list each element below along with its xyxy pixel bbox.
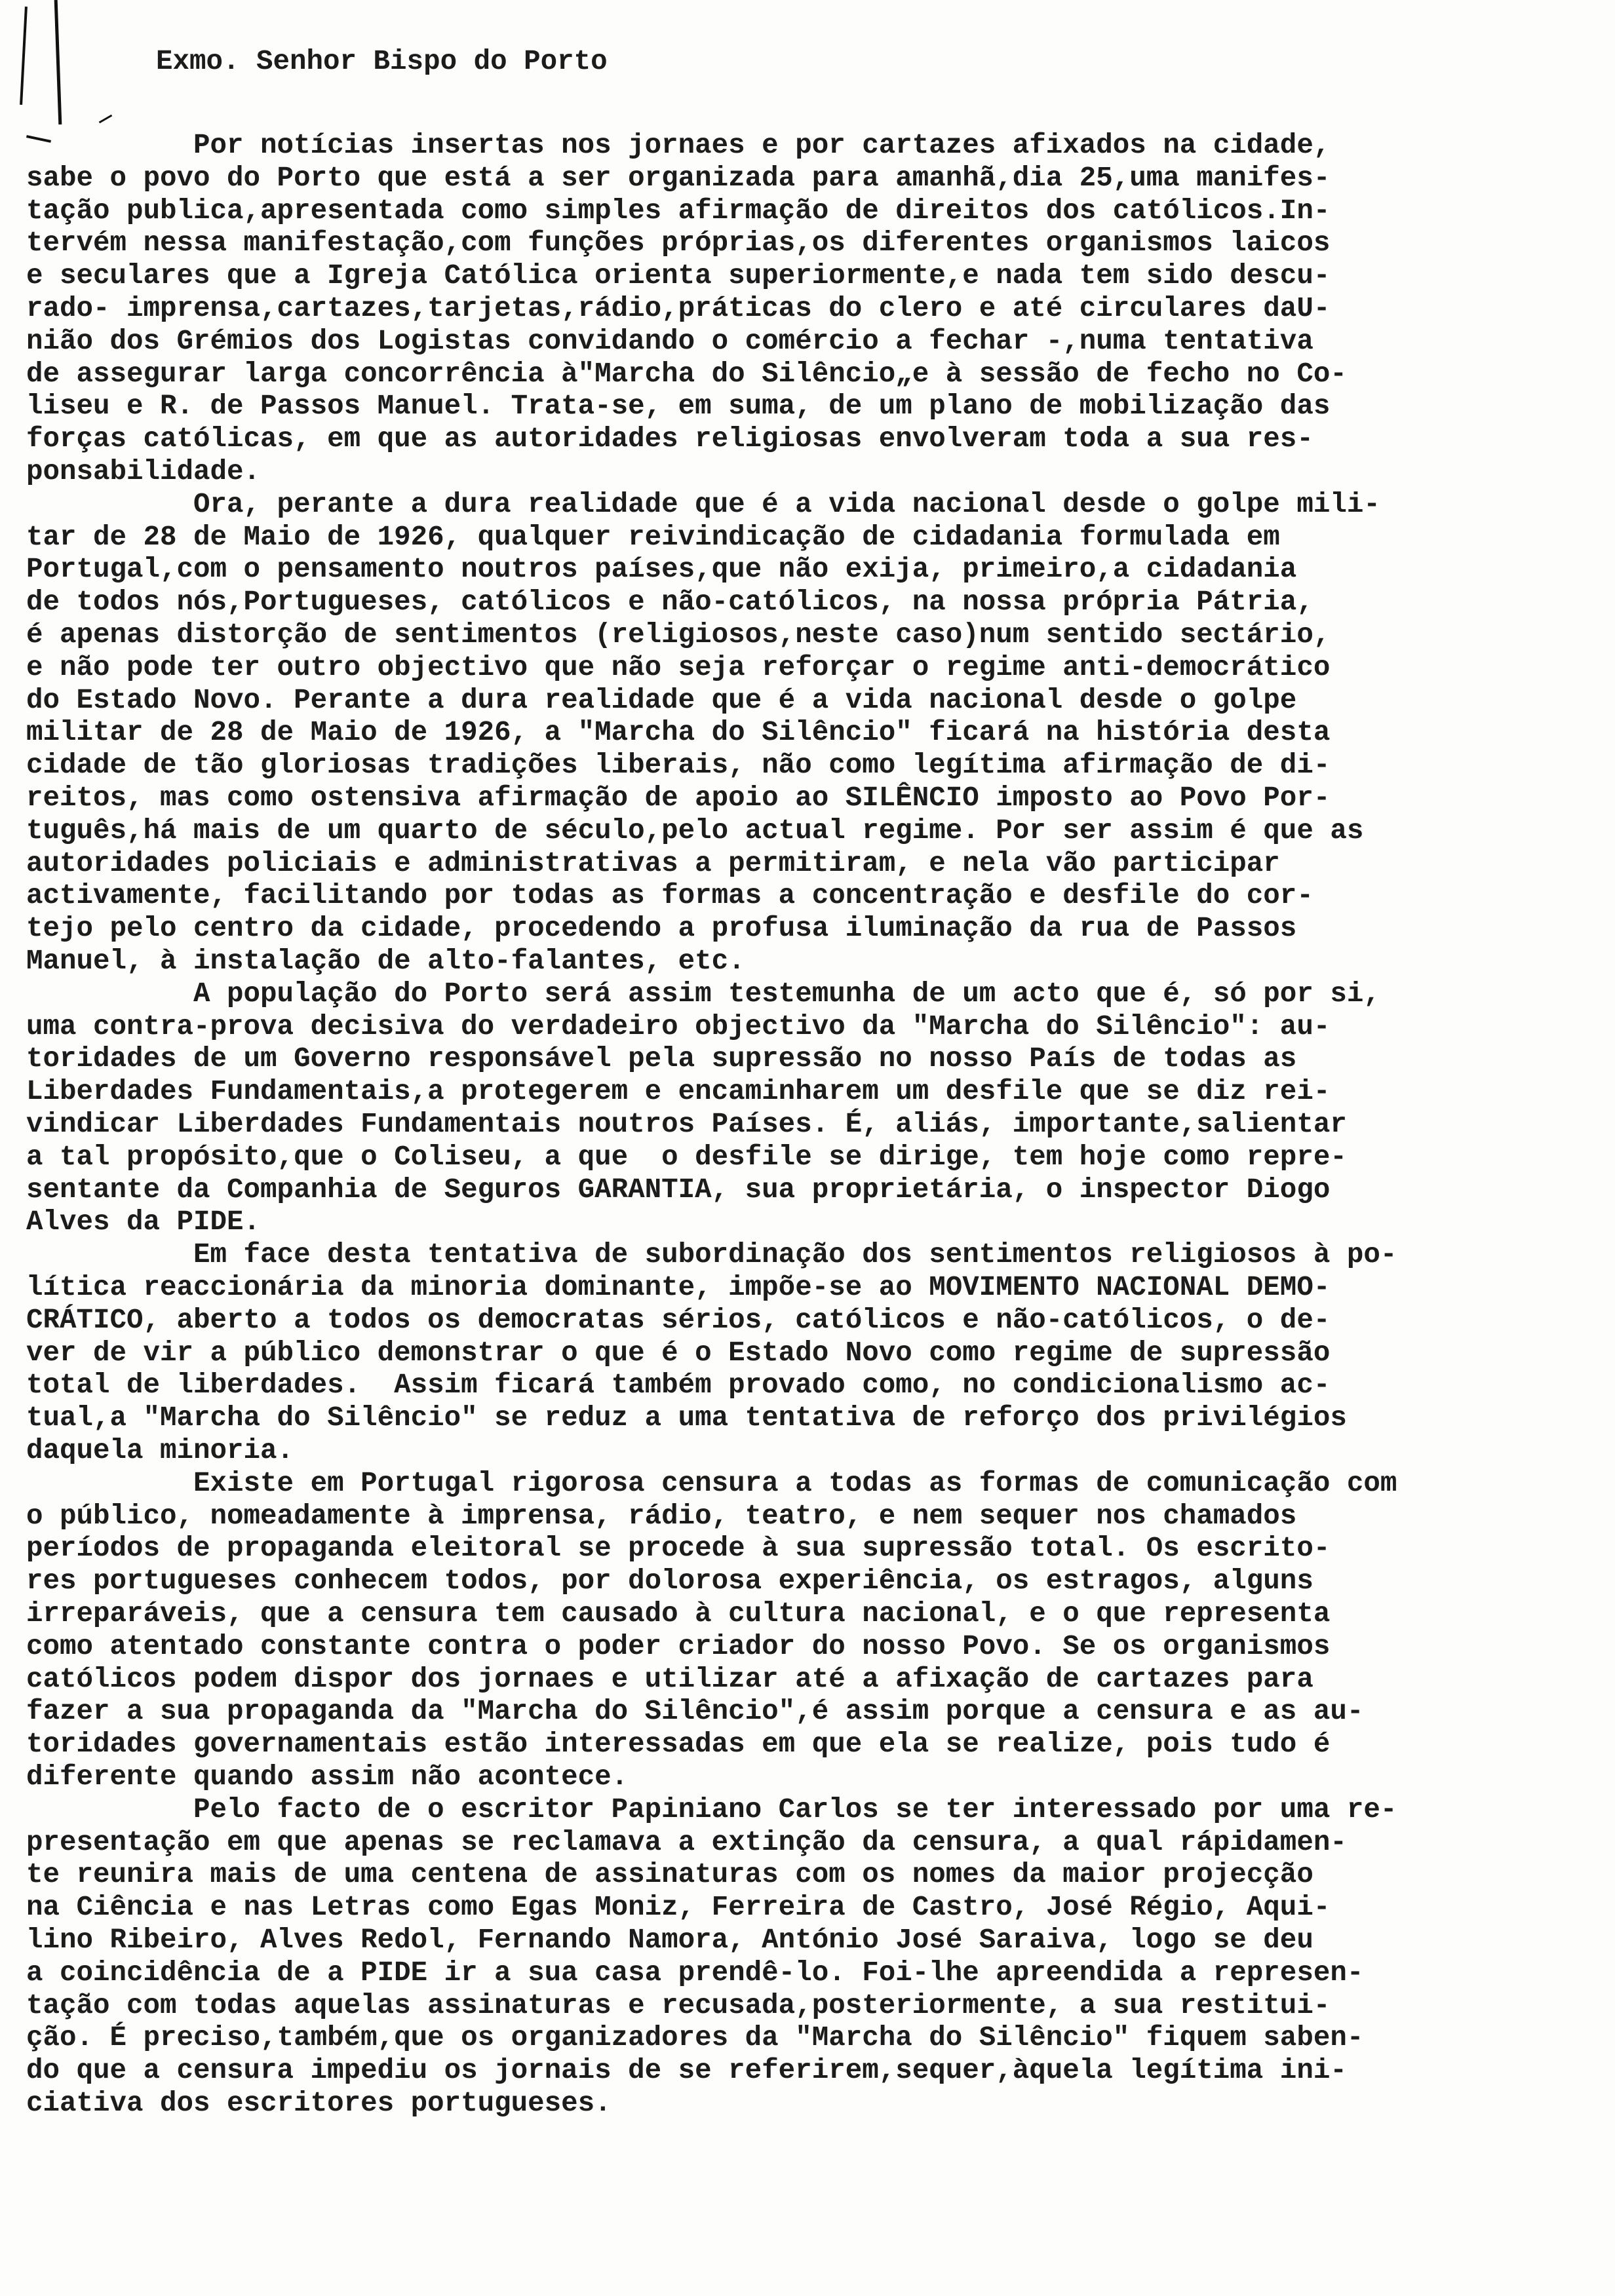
text-line: activamente, facilitando por todas as formas a concentração e desfile do cor-: [26, 880, 1313, 912]
text-line: A população do Porto será assim testemunha de um acto que é, só por si,: [26, 978, 1380, 1010]
paragraph: [26, 489, 1599, 978]
text-line: sabe o povo do Porto que está a ser organizada para amanhã,dia 25,uma manifes-: [26, 162, 1331, 194]
text-line: toridades de um Governo responsável pela supressão no nosso País de todas as: [26, 1043, 1297, 1075]
text-line: irreparáveis, que a censura tem causado à cultura nacional, e o que representa: [26, 1598, 1331, 1630]
text-line: e seculares que a Igreja Católica orienta superiormente,e nada tem sido descu-: [26, 260, 1331, 292]
text-line: nião dos Grémios dos Logistas convidando o comércio a fechar -,numa tentativa: [26, 325, 1313, 357]
text-line: ponsabilidade.: [26, 455, 261, 488]
text-line: o público, nomeadamente à imprensa, rádio, teatro, e nem sequer nos chamados: [26, 1500, 1297, 1532]
text-line: forças católicas, em que as autoridades religiosas envolveram toda a sua res-: [26, 423, 1313, 455]
paragraph: [26, 978, 1599, 1239]
paragraph: [26, 1468, 1599, 1794]
text-line: CRÁTICO, aberto a todos os democratas sérios, católicos e não-católicos, o de-: [26, 1304, 1331, 1336]
text-line: Alves da PIDE.: [26, 1206, 261, 1238]
paragraph: [26, 1239, 1599, 1468]
text-line: períodos de propaganda eleitoral se procede à sua supressão total. Os escrito-: [26, 1533, 1331, 1565]
text-line: Em face desta tentativa de subordinação dos sentimentos religiosos à po-: [26, 1239, 1397, 1271]
text-line: tuguês,há mais de um quarto de século,pelo actual regime. Por ser assim é que as: [26, 814, 1364, 847]
text-line: res portugueses conhecem todos, por dolorosa experiência, os estragos, alguns: [26, 1565, 1313, 1598]
text-line: Ora, perante a dura realidade que é a vida nacional desde o golpe mili-: [26, 488, 1380, 520]
text-line: de assegurar larga concorrência à"Marcha do Silêncio„e à sessão de fecho no Co-: [26, 358, 1347, 390]
text-line: tar de 28 de Maio de 1926, qualquer reivindicação de cidadania formulada em: [26, 521, 1280, 553]
text-line: cidade de tão gloriosas tradições liberais, não como legítima afirmação de di-: [26, 750, 1331, 782]
text-line: uma contra-prova decisiva do verdadeiro objectivo da "Marcha do Silêncio": au-: [26, 1010, 1331, 1043]
text-line: militar de 28 de Maio de 1926, a "Marcha do Silêncio" ficará na história desta: [26, 717, 1331, 749]
text-line: tual,a "Marcha do Silêncio" se reduz a uma tentativa de reforço dos privilégios: [26, 1402, 1347, 1434]
text-line: lítica reaccionária da minoria dominante, impõe-se ao MOVIMENTO NACIONAL DEMO-: [26, 1271, 1331, 1303]
text-line: daquela minoria.: [26, 1434, 294, 1466]
text-line: tervém nessa manifestação,com funções próprias,os diferentes organismos laicos: [26, 227, 1331, 259]
text-line: autoridades policiais e administrativas a permitiram, e nela vão participar: [26, 847, 1280, 879]
text-line: lino Ribeiro, Alves Redol, Fernando Namora, António José Saraiva, logo se deu: [26, 1924, 1313, 1956]
text-line: Manuel, à instalação de alto-falantes, etc.: [26, 945, 745, 977]
text-line: tação publica,apresentada como simples afirmação de direitos dos católicos.In-: [26, 195, 1331, 227]
text-line: do que a censura impediu os jornais de se referirem,sequer,àquela legítima ini-: [26, 2055, 1347, 2087]
text-line: diferente quando assim não acontece.: [26, 1761, 629, 1793]
paragraph: [26, 130, 1599, 489]
text-line: reitos, mas como ostensiva afirmação de apoio ao SILÊNCIO imposto ao Povo Por-: [26, 782, 1331, 814]
text-line: ção. É preciso,também,que os organizadores da "Marcha do Silêncio" fiquem saben-: [26, 2022, 1364, 2054]
text-line: vindicar Liberdades Fundamentais noutros Países. É, aliás, importante,salientar: [26, 1108, 1347, 1140]
text-line: ver de vir a público demonstrar o que é o Estado Novo como regime de supressão: [26, 1337, 1331, 1369]
text-line: rado- imprensa,cartazes,tarjetas,rádio,práticas do clero e até circulares daU-: [26, 292, 1331, 324]
text-line: toridades governamentais estão interessadas em que ela se realize, pois tudo é: [26, 1729, 1331, 1761]
text-line: como atentado constante contra o poder criador do nosso Povo. Se os organismos: [26, 1630, 1331, 1662]
text-line: é apenas distorção de sentimentos (religiosos,neste caso)num sentido sectário,: [26, 619, 1331, 651]
text-line: católicos podem dispor dos jornaes e utilizar até a afixação de cartazes para: [26, 1663, 1313, 1695]
text-line: de todos nós,Portugueses, católicos e não-católicos, na nossa própria Pátria,: [26, 586, 1313, 619]
text-line: a coincidência de a PIDE ir a sua casa prendê-lo. Foi-lhe apreendida a represen-: [26, 1957, 1364, 1989]
salutation: Exmo. Senhor Bispo do Porto: [156, 46, 608, 77]
text-line: sentante da Companhia de Seguros GARANTIA, sua proprietária, o inspector Diogo: [26, 1174, 1331, 1206]
text-line: na Ciência e nas Letras como Egas Moniz, Ferreira de Castro, José Régio, Aqui-: [26, 1892, 1331, 1924]
text-line: ciativa dos escritores portugueses.: [26, 2087, 612, 2119]
text-line: a tal propósito,que o Coliseu, a que o desfile se dirige, tem hoje como repre-: [26, 1141, 1347, 1173]
text-line: fazer a sua propaganda da "Marcha do Silêncio",é assim porque a censura e as au-: [26, 1696, 1364, 1728]
text-line: liseu e R. de Passos Manuel. Trata-se, em suma, de um plano de mobilização das: [26, 391, 1331, 423]
text-line: Liberdades Fundamentais,a protegerem e encaminharem um desfile que se diz rei-: [26, 1076, 1331, 1108]
text-line: presentação em que apenas se reclamava a extinção da censura, a qual rápidamen-: [26, 1826, 1347, 1858]
text-line: total de liberdades. Assim ficará também provado como, no condicionalismo ac-: [26, 1369, 1331, 1402]
text-line: Por notícias insertas nos jornaes e por cartazes afixados na cidade,: [26, 130, 1331, 161]
margin-mark-2: [54, 0, 62, 124]
text-line: tação com todas aquelas assinaturas e recusada,posteriormente, a sua restitui-: [26, 1989, 1331, 2021]
text-line: e não pode ter outro objectivo que não seja reforçar o regime anti-democrático: [26, 651, 1331, 683]
paragraph: [26, 1794, 1599, 2120]
text-line: Portugal,com o pensamento noutros países,que não exija, primeiro,a cidadania: [26, 554, 1297, 586]
margin-mark-4: [99, 115, 113, 124]
text-line: do Estado Novo. Perante a dura realidade que é a vida nacional desde o golpe: [26, 684, 1297, 716]
text-line: tejo pelo centro da cidade, procedendo a profusa iluminação da rua de Passos: [26, 913, 1297, 945]
text-line: Existe em Portugal rigorosa censura a todas as formas de comunicação com: [26, 1467, 1397, 1499]
text-line: Pelo facto de o escritor Papiniano Carlos se ter interessado por uma re-: [26, 1793, 1397, 1826]
margin-mark-1: [20, 7, 28, 105]
text-line: te reunira mais de uma centena de assinaturas com os nomes da maior projecção: [26, 1859, 1313, 1891]
